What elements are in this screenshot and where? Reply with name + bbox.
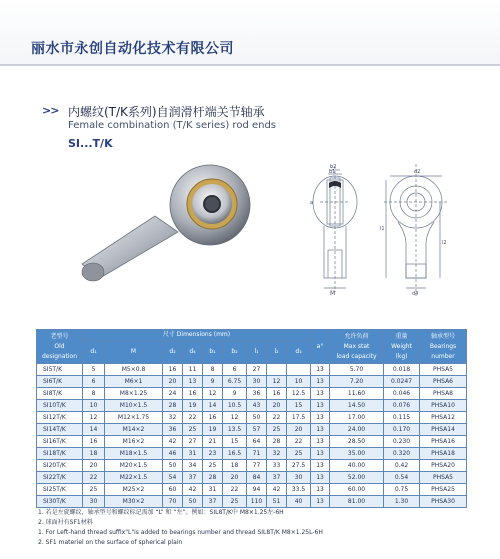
table-cell: 23 — [203, 448, 223, 460]
table-cell: 6.75 — [223, 376, 247, 388]
table-cell: PHSA30 — [420, 496, 467, 508]
table-cell: 0.75 — [384, 484, 420, 496]
label-b2: b2 — [330, 164, 337, 170]
table-cell: 13 — [311, 472, 330, 484]
table-cell: PHSA6 — [420, 376, 467, 388]
table-cell: 18 — [83, 448, 105, 460]
table-cell: 15 — [287, 400, 311, 412]
table-cell: 21 — [203, 436, 223, 448]
label-M: M — [330, 290, 336, 297]
table-cell: 24.00 — [330, 424, 384, 436]
table-cell: 28 — [267, 436, 287, 448]
table-cell-model: SI20T/K — [37, 460, 83, 472]
table-row — [37, 376, 467, 388]
table-cell: 33.5 — [287, 484, 311, 496]
table-cell: 6 — [223, 364, 247, 376]
table-cell: 13 — [311, 436, 330, 448]
table-cell: PHSA5 — [420, 364, 467, 376]
table-cell: PHSA8 — [420, 388, 467, 400]
table-cell: 13 — [311, 364, 330, 376]
label-a: a — [310, 200, 314, 206]
table-cell: 24 — [163, 388, 183, 400]
table-cell: PHSA5 — [420, 472, 467, 484]
col-header-b1: b₁ — [203, 341, 223, 364]
col-header-d1: d₁ — [83, 341, 105, 364]
table-cell: 25 — [83, 484, 105, 496]
table-cell: 70 — [163, 496, 183, 508]
table-row — [37, 448, 467, 460]
table-row — [37, 424, 467, 436]
company-name: 丽水市永创自动化技术有限公司 — [31, 41, 234, 57]
table-row — [37, 484, 467, 496]
table-cell: 13 — [311, 460, 330, 472]
table-cell: 43 — [247, 400, 267, 412]
table-row — [37, 460, 467, 472]
table-cell: M8×1.25 — [105, 388, 163, 400]
table-cell: 8 — [203, 364, 223, 376]
table-cell: 16 — [203, 412, 223, 424]
table-cell-model: SI14T/K — [37, 424, 83, 436]
table-cell: 0.115 — [384, 412, 420, 424]
table-cell: 13 — [311, 388, 330, 400]
table-cell: 22 — [267, 412, 287, 424]
table-cell-model: SI10T/K — [37, 400, 83, 412]
note-cn-2: 2. 球面衬有SF1材料 — [38, 519, 93, 526]
table-cell: 11 — [183, 364, 203, 376]
table-cell: 10 — [287, 376, 311, 388]
table-cell: 0.320 — [384, 448, 420, 460]
table-row — [37, 400, 467, 412]
table-cell: 10 — [83, 400, 105, 412]
table-cell: 12.5 — [287, 388, 311, 400]
table-cell: 19 — [203, 424, 223, 436]
table-row — [37, 436, 467, 448]
table-cell-model: SI16T/K — [37, 436, 83, 448]
table-cell: M25×2 — [105, 484, 163, 496]
table-cell: 16 — [83, 436, 105, 448]
col-header-b2: b₂ — [223, 341, 247, 364]
note-en-2: 2. SF1 materiel on the surface of spherical plain — [38, 539, 183, 546]
table-cell: 13 — [311, 496, 330, 508]
table-cell: 12 — [203, 388, 223, 400]
table-cell: 15 — [223, 436, 247, 448]
table-cell: 32 — [163, 412, 183, 424]
table-cell: 0.0247 — [384, 376, 420, 388]
header-divider — [0, 64, 500, 66]
table-cell: 25 — [267, 424, 287, 436]
table-row — [37, 496, 467, 508]
col-header-model: 老型号 Old designation — [37, 330, 83, 364]
table-cell: 31 — [203, 484, 223, 496]
table-cell: 16 — [163, 364, 183, 376]
table-cell: M10×1.5 — [105, 400, 163, 412]
table-cell: 71 — [247, 448, 267, 460]
table-cell: PHSA16 — [420, 436, 467, 448]
table-cell: PHSA12 — [420, 412, 467, 424]
table-cell: 35.00 — [330, 448, 384, 460]
table-cell: 0.42 — [384, 460, 420, 472]
table-cell: 12 — [267, 376, 287, 388]
table-cell: 13 — [311, 412, 330, 424]
label-d2: d2 — [414, 169, 421, 175]
table-cell: 10.5 — [223, 400, 247, 412]
table-cell: 20 — [83, 460, 105, 472]
table-cell-model: SI30T/K — [37, 496, 83, 508]
table-cell: 20 — [287, 424, 311, 436]
table-cell: 27.5 — [287, 460, 311, 472]
table-cell: 51 — [267, 496, 287, 508]
table-cell: 36 — [247, 388, 267, 400]
table-cell: 42 — [163, 436, 183, 448]
table-cell: 37 — [267, 472, 287, 484]
spec-table-body — [37, 364, 467, 508]
table-cell-model: SI18T/K — [37, 448, 83, 460]
table-cell: 50 — [247, 412, 267, 424]
table-cell: 0.170 — [384, 424, 420, 436]
note-en-1: 1. For Left-hand thread suffix"L"is added to bearings number and thread SIL8T/K M8×1.25L-6H — [38, 529, 323, 536]
table-cell: 37 — [183, 472, 203, 484]
col-header-bearing: 轴承型号 Bearings number — [420, 330, 467, 364]
table-cell-model: SI5T/K — [37, 364, 83, 376]
table-cell: 16 — [267, 388, 287, 400]
section-title-cn: 内螺纹(T/K系列)自润滑杆端关节轴承 — [68, 105, 265, 119]
table-cell: 40 — [287, 496, 311, 508]
table-cell: 28 — [203, 472, 223, 484]
table-cell: 13 — [311, 400, 330, 412]
table-cell-model: SI12T/K — [37, 412, 83, 424]
table-cell: 0.046 — [384, 388, 420, 400]
col-header-alpha: a° — [311, 330, 330, 364]
label-l1: l1 — [380, 226, 385, 232]
rod-end-photo — [60, 160, 290, 295]
table-row — [37, 472, 467, 484]
table-cell: 37 — [203, 496, 223, 508]
table-cell: M22×1.5 — [105, 472, 163, 484]
table-cell: 20 — [223, 472, 247, 484]
table-cell: 30 — [287, 472, 311, 484]
section-arrows-icon: >> — [42, 104, 59, 117]
table-cell: PHSA25 — [420, 484, 467, 496]
table-cell: 0.230 — [384, 436, 420, 448]
table-cell-model: SI22T/K — [37, 472, 83, 484]
table-cell: 13 — [311, 484, 330, 496]
table-cell: 28 — [163, 400, 183, 412]
table-cell: 84 — [247, 472, 267, 484]
table-cell: 14 — [83, 424, 105, 436]
table-cell: 20 — [267, 400, 287, 412]
table-cell: 50 — [163, 460, 183, 472]
table-cell: 50 — [183, 496, 203, 508]
table-cell: 94 — [247, 484, 267, 496]
table-cell: 42 — [267, 484, 287, 496]
label-l2: l2 — [442, 240, 447, 246]
table-cell: 0.076 — [384, 400, 420, 412]
table-cell: 1.30 — [384, 496, 420, 508]
col-header-d4: d₄ — [183, 341, 203, 364]
table-cell: 0.018 — [384, 364, 420, 376]
table-cell: PHSA18 — [420, 448, 467, 460]
col-header-M: M — [105, 341, 163, 364]
col-header-l1: l₁ — [247, 341, 267, 364]
table-cell: 32 — [267, 448, 287, 460]
table-cell: 27 — [183, 436, 203, 448]
col-header-load: 允许负荷 Max stat load capacity — [330, 330, 384, 364]
table-cell: 25 — [203, 460, 223, 472]
table-cell: 22 — [183, 412, 203, 424]
table-cell: PHSA14 — [420, 424, 467, 436]
table-cell: 36 — [163, 424, 183, 436]
table-cell: M14×2 — [105, 424, 163, 436]
table-cell: PHSA20 — [420, 460, 467, 472]
table-cell: 13.5 — [223, 424, 247, 436]
table-cell: 12 — [223, 412, 247, 424]
table-cell: 30 — [247, 376, 267, 388]
table-cell: 57 — [247, 424, 267, 436]
table-cell: M20×1.5 — [105, 460, 163, 472]
table-cell: M5×0.8 — [105, 364, 163, 376]
table-row — [37, 388, 467, 400]
table-cell: 40.00 — [330, 460, 384, 472]
table-cell: 14 — [203, 400, 223, 412]
table-cell: 13 — [311, 448, 330, 460]
table-cell: 64 — [247, 436, 267, 448]
table-cell-model: SI8T/K — [37, 388, 83, 400]
table-cell: 46 — [163, 448, 183, 460]
table-cell: 12 — [83, 412, 105, 424]
col-header-weight: 重量 Weight (kg) — [384, 330, 420, 364]
table-cell — [267, 364, 287, 376]
notes — [38, 508, 323, 548]
table-cell: 17.5 — [287, 412, 311, 424]
table-cell: 6 — [83, 376, 105, 388]
table-cell: 110 — [247, 496, 267, 508]
table-cell: 30 — [83, 496, 105, 508]
table-cell: 54 — [163, 472, 183, 484]
table-cell: 13 — [311, 424, 330, 436]
table-cell: 16.5 — [223, 448, 247, 460]
table-cell: 60 — [163, 484, 183, 496]
table-cell: M12×1.75 — [105, 412, 163, 424]
spec-table — [36, 329, 467, 508]
table-cell: 33 — [267, 460, 287, 472]
label-b1: b1 — [329, 169, 336, 175]
table-cell: 81.00 — [330, 496, 384, 508]
section-title-en: Female combination (T/K series) rod ends — [68, 120, 277, 131]
table-cell: 5 — [83, 364, 105, 376]
table-cell: 17.00 — [330, 412, 384, 424]
table-cell: 8 — [83, 388, 105, 400]
table-cell: 31 — [183, 448, 203, 460]
table-cell: 13 — [183, 376, 203, 388]
table-row — [37, 364, 467, 376]
table-cell: 60.00 — [330, 484, 384, 496]
table-cell: 20 — [163, 376, 183, 388]
table-cell: 22 — [287, 436, 311, 448]
col-header-l2: l₂ — [267, 341, 287, 364]
table-cell: 16 — [183, 388, 203, 400]
table-cell: 9 — [203, 376, 223, 388]
label-d4: d4 — [412, 291, 419, 297]
table-cell: 25 — [183, 424, 203, 436]
table-row — [37, 412, 467, 424]
col-header-dimensions: 尺寸 Dimensions (mm) — [83, 330, 311, 341]
table-cell: 22 — [83, 472, 105, 484]
table-cell-model: SI25T/K — [37, 484, 83, 496]
table-cell: 9 — [223, 388, 247, 400]
table-cell: 7.20 — [330, 376, 384, 388]
table-cell: 42 — [183, 484, 203, 496]
col-header-d2: d₂ — [163, 341, 183, 364]
note-cn-1: 1. 若是左旋螺纹，轴承型号和螺纹标记需加 “L” 和 “左”。例如：SIL8T/K中 M8×1.25左-6H — [38, 509, 284, 516]
table-cell: 18 — [223, 460, 247, 472]
table-cell: 25 — [223, 496, 247, 508]
col-header-d3: d₃ — [287, 341, 311, 364]
table-cell — [287, 364, 311, 376]
table-cell: M6×1 — [105, 376, 163, 388]
table-cell: 14.50 — [330, 400, 384, 412]
table-cell: 27 — [247, 364, 267, 376]
table-cell-model: SI6T/K — [37, 376, 83, 388]
table-cell: M18×1.5 — [105, 448, 163, 460]
table-cell: 5.70 — [330, 364, 384, 376]
table-cell: 25 — [287, 448, 311, 460]
table-cell: 34 — [183, 460, 203, 472]
table-cell: 11.60 — [330, 388, 384, 400]
table-cell: 13 — [311, 376, 330, 388]
table-cell: PHSA10 — [420, 400, 467, 412]
table-cell: 52.00 — [330, 472, 384, 484]
side-view-drawing — [302, 160, 368, 298]
table-cell: 77 — [247, 460, 267, 472]
table-cell: M16×2 — [105, 436, 163, 448]
table-cell: 22 — [223, 484, 247, 496]
table-cell: 19 — [183, 400, 203, 412]
table-cell: M30×2 — [105, 496, 163, 508]
table-cell: 28.50 — [330, 436, 384, 448]
series-code: SI...T/K — [68, 137, 113, 150]
table-cell: 0.54 — [384, 472, 420, 484]
front-view-drawing — [376, 160, 456, 300]
